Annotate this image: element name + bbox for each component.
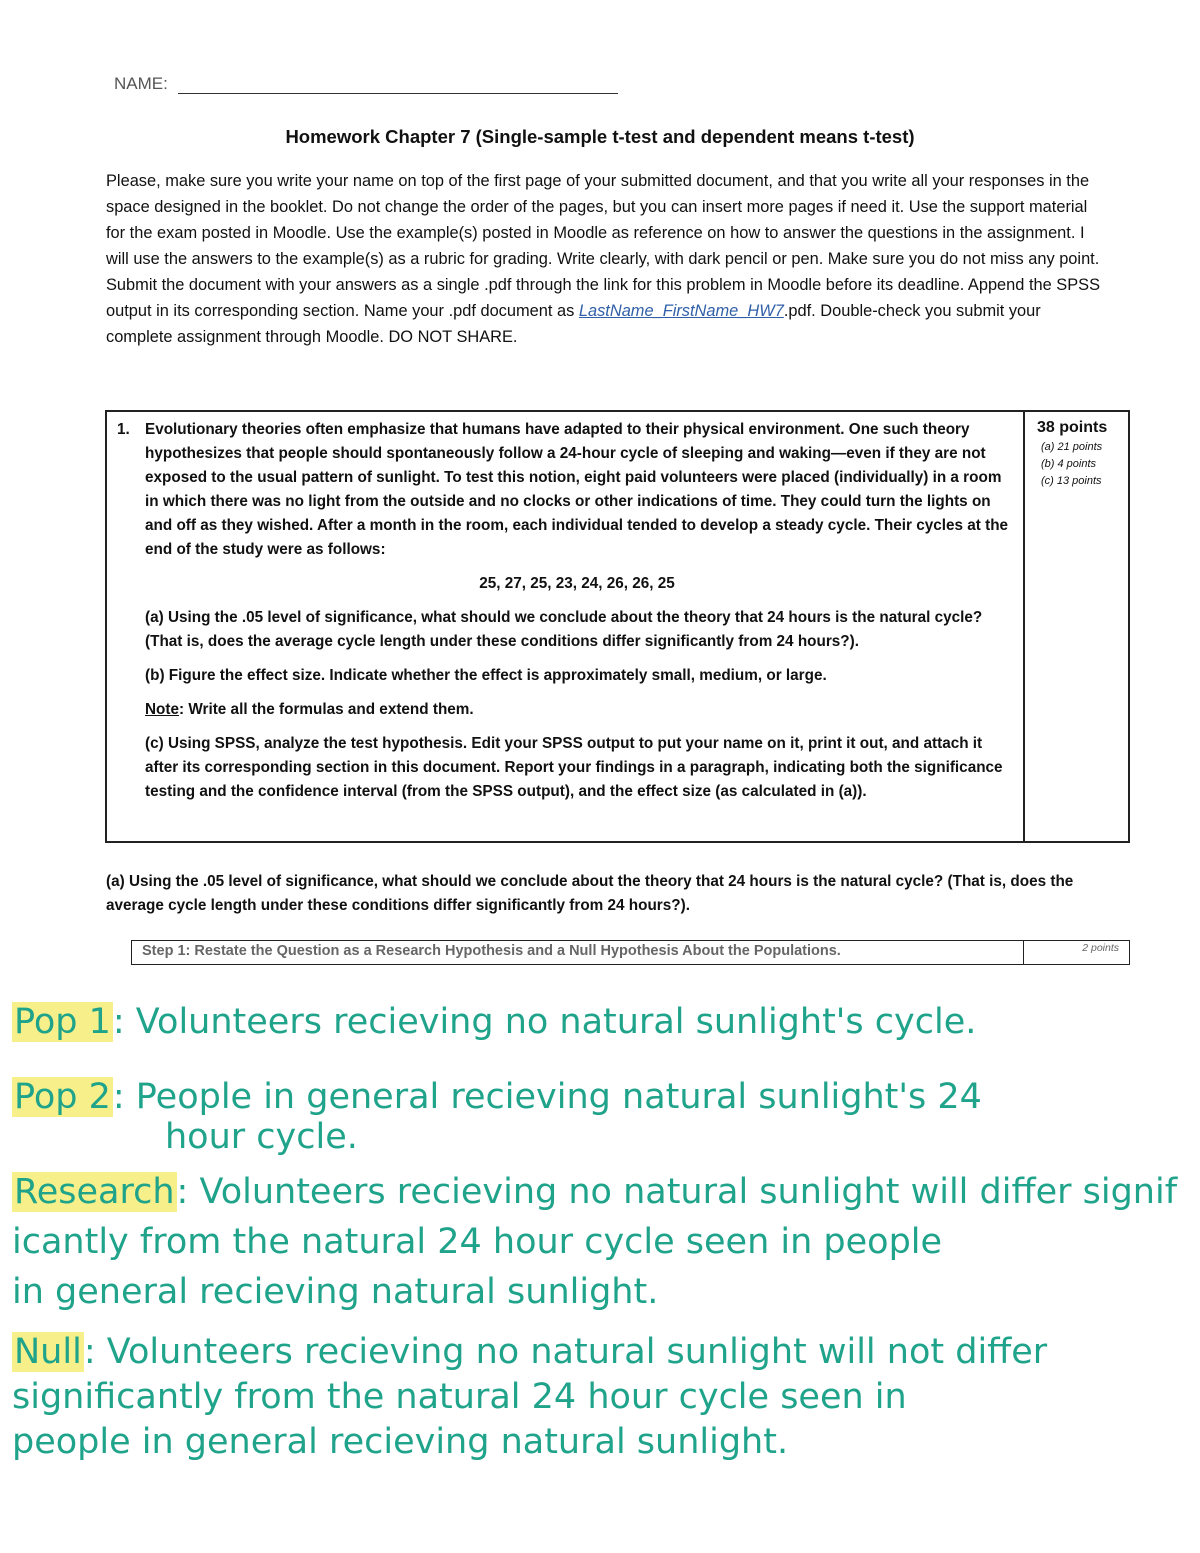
research-line1: : Volunteers recieving no natural sunlight will differ signif	[176, 1172, 1178, 1212]
name-label: NAME:	[114, 74, 168, 93]
pop2-text-line1: : People in general recieving natural sunlight's 24	[112, 1077, 982, 1117]
handwriting-pop1	[12, 1000, 976, 1044]
question-number: 1.	[117, 421, 130, 438]
step1-points: 2 points	[1082, 942, 1119, 954]
question-cell	[107, 412, 1025, 841]
part-c-text: (c) Using SPSS, analyze the test hypothesis. Edit your SPSS output to put your name on it, print it out, and attach it after its corresponding section in this document. Report your findings in a paragraph, indicating both the significance testing and the confidence interval (from the SPSS output), and the effect size (as calculated in (a)).	[145, 735, 1003, 800]
note-label: Note	[145, 701, 179, 718]
filename-link[interactable]: LastName_FirstName_HW7	[578, 302, 784, 320]
null-line1: : Volunteers recieving no natural sunlight will not differ	[83, 1332, 1048, 1372]
points-part-c: (c) 13 points	[1041, 475, 1102, 487]
name-field-row	[114, 74, 618, 94]
handwriting-research-line1	[12, 1170, 1177, 1214]
part-a-text: (a) Using the .05 level of significance, what should we conclude about the theory that 24 hours is the natural cycle? (That is, does the average cycle length under these conditions differ significantly from 24 hours?).	[145, 609, 983, 650]
handwriting-null-line2: significantly from the natural 24 hour cycle seen in	[12, 1377, 907, 1417]
null-label: Null	[14, 1332, 82, 1372]
research-label: Research	[14, 1172, 175, 1212]
points-part-b: (b) 4 points	[1041, 458, 1097, 470]
pop1-label: Pop 1	[14, 1002, 111, 1042]
step1-label: Step 1: Restate the Question as a Research Hypothesis and a Null Hypothesis About the Populations.	[132, 941, 1024, 964]
page-title: Homework Chapter 7 (Single-sample t-test and dependent means t-test)	[285, 126, 915, 147]
note-body: : Write all the formulas and extend them.	[179, 701, 474, 718]
handwriting-null-line1	[12, 1330, 1047, 1374]
note-text	[145, 698, 1009, 722]
points-cell	[1025, 412, 1128, 841]
handwriting-research-line2: icantly from the natural 24 hour cycle seen in people	[12, 1222, 943, 1262]
handwriting-null-line3: people in general recieving natural sunlight.	[12, 1422, 789, 1462]
handwriting-pop2-line1	[12, 1075, 982, 1119]
answer-part-a-heading: (a) Using the .05 level of significance, what should we conclude about the theory that 24 hours is the natural cycle? (That is, does the average cycle length under these conditions differ significantly from 24 hours?).	[106, 873, 1074, 914]
handwriting-research-line3: in general recieving natural sunlight.	[12, 1272, 659, 1312]
points-total: 38 points	[1037, 419, 1108, 436]
instructions-text: Please, make sure you write your name on top of the first page of your submitted document, and that you write all your responses in the space designed in the booklet. Do not change the order of the pages, but you can insert more pages if need it. Use the support material for the exam posted in Moodle. Use the example(s) posted in Moodle as reference on how to answer the questions in the assignment. I will use the answers to the example(s) as a rubric for grading. Write clearly, with dark pencil or pen. Make sure you do not miss any point. Submit the document with your answers as a single .pdf through the link for this problem in Moodle before its deadline. Append the SPSS output in its corresponding section. Name your .pdf document as	[106, 172, 1101, 320]
instructions-text-end: .pdf. Double-check you submit your complete assignment through Moodle. DO NOT SHARE.	[106, 302, 1041, 346]
instructions-paragraph	[106, 168, 1106, 350]
name-blank-line[interactable]	[178, 75, 618, 94]
data-values: 25, 27, 25, 23, 24, 26, 26, 25	[479, 575, 675, 592]
question-text: Evolutionary theories often emphasize that humans have adapted to their physical environment. One such theory hypothesizes that people should spontaneously follow a 24-hour cycle of sleeping and waking—even if they are not exposed to the usual pattern of sunlight. To test this notion, eight paid volunteers were placed (individually) in a room in which there was no light from the outside and no clocks or other indications of time. They could turn the lights on and off as they wished. After a month in the room, each individual tended to develop a steady cycle. Their cycles at the end of the study were as follows:	[145, 421, 1009, 558]
part-b-text: (b) Figure the effect size. Indicate whether the effect is approximately small, medium, or large.	[145, 667, 827, 684]
question-table	[105, 410, 1130, 843]
pop2-label: Pop 2	[14, 1077, 111, 1117]
points-part-a: (a) 21 points	[1041, 441, 1103, 453]
handwriting-pop2-line2: hour cycle.	[165, 1117, 358, 1157]
step1-box	[131, 940, 1130, 965]
pop1-text: : Volunteers recieving no natural sunlight's cycle.	[112, 1002, 977, 1042]
